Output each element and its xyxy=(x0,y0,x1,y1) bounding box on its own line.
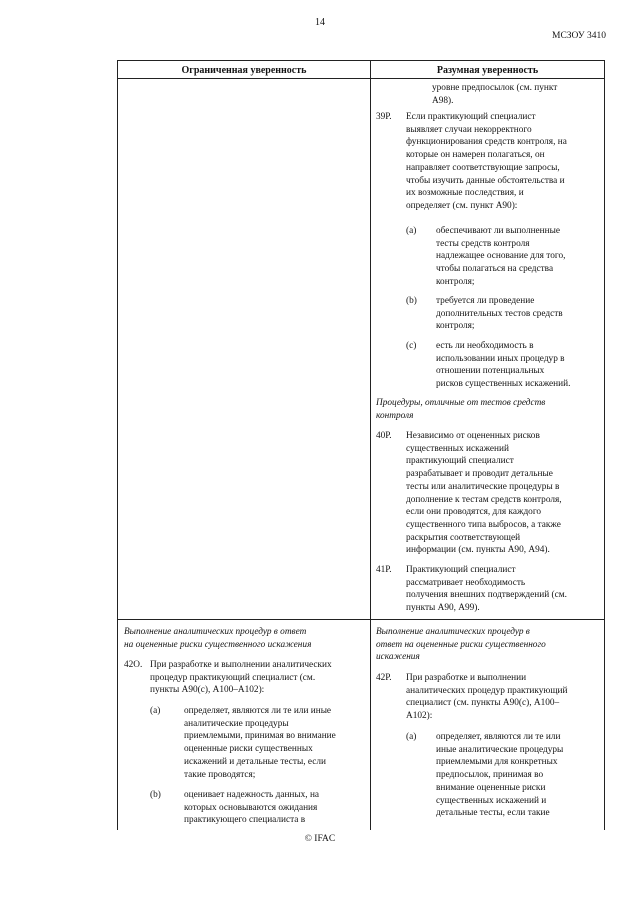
comparison-table xyxy=(117,60,605,830)
paragraph-42o: При разработке и выполнении аналитических процедур практикующий специалист (см. пункты А90(c), А100–А102): xyxy=(150,660,332,696)
paragraph-39r: Если практикующий специалист выявляет случаи некорректного функционирования средств контроля, на которые он намерен полагаться, он направляет соответствующие запросы, чтобы изучить данные обстоятельства и их возможные последствия, и определяет (см. пункт А90): xyxy=(406,112,567,211)
paragraph-number-40r: 40Р. xyxy=(376,431,392,441)
paragraph-number-39r: 39Р. xyxy=(376,112,392,122)
paragraph-40r: Независимо от оцененных рисков существенных искажений практикующий специалист разрабатывает и проводит детальные тесты или аналитические процедуры в дополнение к тестам средств контроля, если они проводятся, для каждого существенного типа выбросов, а также раскрытия соответствующей информации (см. пункты А90, А94). xyxy=(406,431,562,556)
left-section-heading: Выполнение аналитических процедур в ответ на оцененные риски существенного искажения xyxy=(124,627,312,650)
item-label-a: (a) xyxy=(406,732,417,742)
paragraph-42r: При разработке и выполнении аналитических процедур практикующий специалист (см. пункты А90(c), А100– А102): xyxy=(406,673,568,722)
item-42o-a: определяет, являются ли те или иные аналитические процедуры приемлемыми, принимая во внимание оцененные риски существенных искажений и детальные тесты, если такие проводятся; xyxy=(184,706,336,780)
paragraph-number-42r: 42Р. xyxy=(376,673,392,683)
right-column-title: Разумная уверенность xyxy=(436,65,539,76)
footer-copyright: © IFAC xyxy=(304,834,336,844)
continuation-text: уровне предпосылок (см. пункт А98). xyxy=(432,83,558,106)
paragraph-number-42o: 42О. xyxy=(124,660,143,670)
page-number: 14 xyxy=(315,17,325,28)
section-divider xyxy=(118,619,604,620)
item-label-a: (a) xyxy=(406,226,417,236)
item-label-b: (b) xyxy=(406,296,417,306)
item-39r-a: обеспечивают ли выполненные тесты средств контроля надлежащее основание для того, чтобы полагаться на средства контроля; xyxy=(436,226,566,287)
item-label-a: (a) xyxy=(150,706,161,716)
item-39r-c: есть ли необходимость в использовании иных процедур в отношении потенциальных рисков существенных искажений. xyxy=(436,341,571,390)
item-label-c: (c) xyxy=(406,341,417,351)
document-code: МСЗОУ 3410 xyxy=(552,31,606,41)
paragraph-number-41r: 41Р. xyxy=(376,565,392,575)
paragraph-41r: Практикующий специалист рассматривает необходимость получения внешних подтверждений (см. пункты А90, А99). xyxy=(406,565,567,614)
item-39r-b: требуется ли проведение дополнительных тестов средств контроля; xyxy=(436,296,563,332)
item-label-b: (b) xyxy=(150,790,161,800)
item-42o-b: оценивает надежность данных, на которых основываются ожидания практикующего специалиста в xyxy=(184,790,320,826)
left-column-title: Ограниченная уверенность xyxy=(181,65,307,76)
subheading-procedures: Процедуры, отличные от тестов средств контроля xyxy=(376,398,546,421)
item-42r-a: определяет, являются ли те или иные аналитические процедуры приемлемыми для конкретных предпосылок, принимая во внимание оцененные риски существенных искажений и детальные тесты, если такие xyxy=(436,732,564,819)
column-divider xyxy=(370,61,371,830)
right-section-heading: Выполнение аналитических процедур в ответ на оцененные риски существенного искажения xyxy=(376,627,546,663)
header-divider xyxy=(118,78,604,79)
